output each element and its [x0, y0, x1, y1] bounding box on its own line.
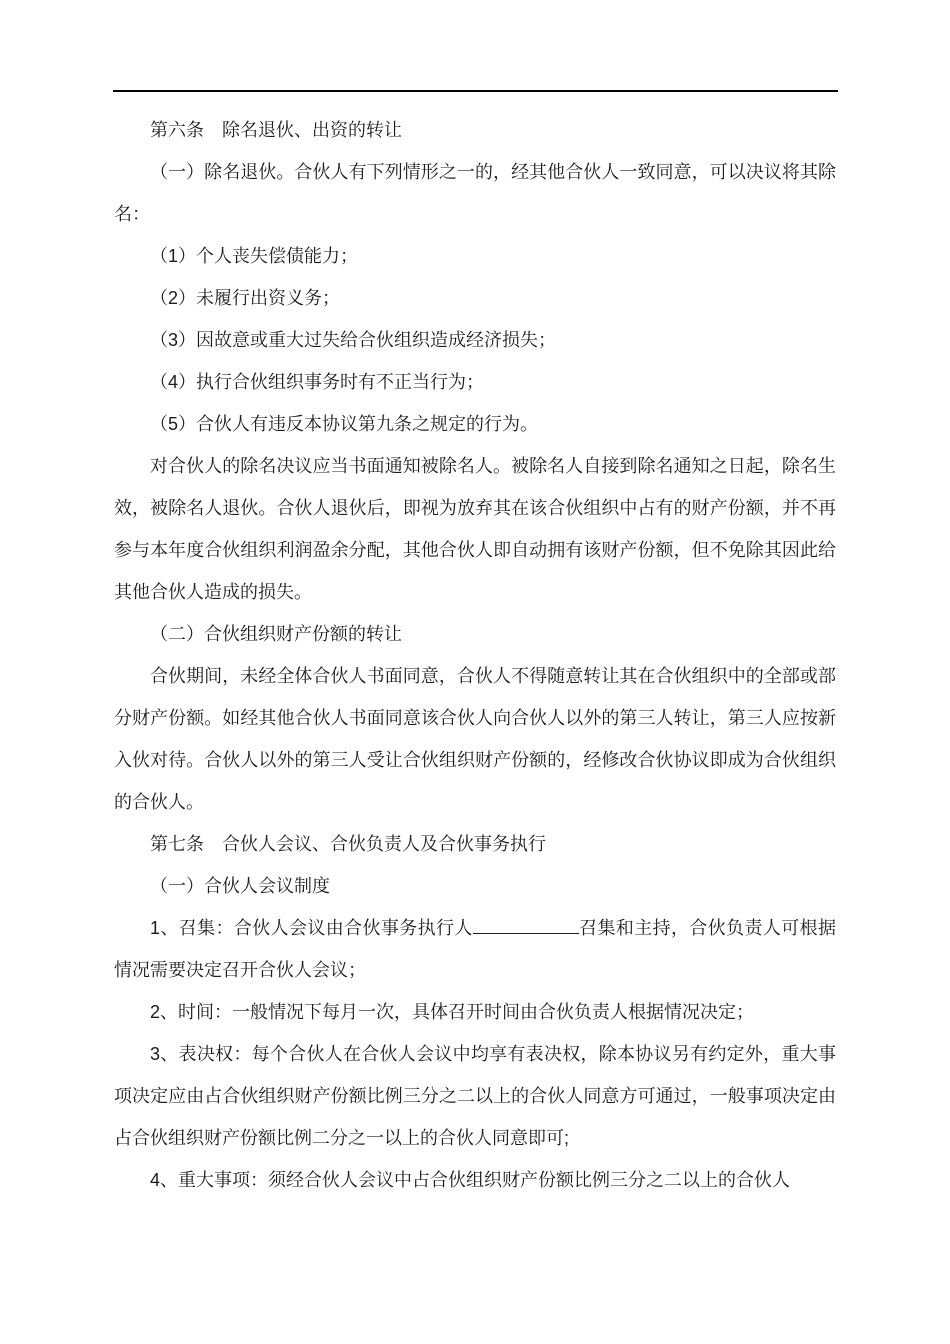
text-run: 4、重大事项：须经合伙人会议中占合伙组织财产份额比例三分之二以上的合伙人: [150, 1170, 791, 1190]
text-run: 1、召集：合伙人会议由合伙事务执行人: [150, 918, 473, 938]
article-6-title: [114, 109, 836, 151]
text-run: （二）合伙组织财产份额的转让: [150, 624, 402, 644]
meeting-item-4-major-matters: [114, 1159, 836, 1201]
expulsion-notice-paragraph: [114, 445, 836, 613]
article-7-title: [114, 823, 836, 865]
meeting-item-1-convene: [114, 907, 836, 991]
share-transfer-paragraph: [114, 655, 836, 823]
text-run: 3、表决权：每个合伙人在合伙人会议中均享有表决权，除本协议另有约定外，重大事项决定应由占合伙组织财产份额比例三分之二以上的合伙人同意方可通过，一般事项决定由占合伙组织财产份额比例二分之一以上的合伙人同意即可;: [114, 1044, 836, 1148]
text-run: （5）合伙人有违反本协议第九条之规定的行为。: [150, 414, 539, 434]
item-5-violation-article-9: [114, 403, 836, 445]
text-run: （3）因故意或重大过失给合伙组织造成经济损失；: [150, 330, 557, 350]
text-run: 第六条 除名退伙、出资的转让: [150, 120, 402, 140]
meeting-item-3-voting-rights: [114, 1033, 836, 1159]
text-run: 2、时间：一般情况下每月一次，具体召开时间由合伙负责人根据情况决定；: [150, 1002, 755, 1022]
header-rule: [113, 90, 838, 92]
text-run: （2）未履行出资义务；: [150, 288, 341, 308]
item-3-economic-losses: [114, 319, 836, 361]
text-run: （1）个人丧失偿债能力；: [150, 246, 359, 266]
fill-in-blank[interactable]: [473, 916, 579, 934]
clause-1-meeting-system-title: [114, 865, 836, 907]
meeting-item-2-time: [114, 991, 836, 1033]
text-run: 第七条 合伙人会议、合伙负责人及合伙事务执行: [150, 834, 546, 854]
text-run: （一）合伙人会议制度: [150, 876, 330, 896]
item-4-improper-conduct: [114, 361, 836, 403]
text-run: 合伙期间，未经全体合伙人书面同意，合伙人不得随意转让其在合伙组织中的全部或部分财产份额。如经其他合伙人书面同意该合伙人向合伙人以外的第三人转让，第三人应按新入伙对待。合伙人以外的第三人受让合伙组织财产份额的，经修改合伙协议即成为合伙组织的合伙人。: [114, 666, 836, 812]
item-1-insolvency: [114, 235, 836, 277]
clause-1-expulsion-intro: [114, 151, 836, 235]
item-2-no-contribution: [114, 277, 836, 319]
clause-2-share-transfer-title: [114, 613, 836, 655]
document-content: [114, 109, 836, 1201]
text-run: 对合伙人的除名决议应当书面通知被除名人。被除名人自接到除名通知之日起，除名生效，被除名人退伙。合伙人退伙后，即视为放弃其在该合伙组织中占有的财产份额，并不再参与本年度合伙组织利润盈余分配，其他合伙人即自动拥有该财产份额，但不免除其因此给其他合伙人造成的损失。: [114, 456, 836, 602]
text-run: （4）执行合伙组织事务时有不正当行为；: [150, 372, 485, 392]
text-run: （一）除名退伙。合伙人有下列情形之一的，经其他合伙人一致同意，可以决议将其除名：: [114, 162, 836, 224]
text-run: 召集和主持，合伙负责人可根据情况需要决定召开合伙人会议；: [114, 918, 837, 980]
